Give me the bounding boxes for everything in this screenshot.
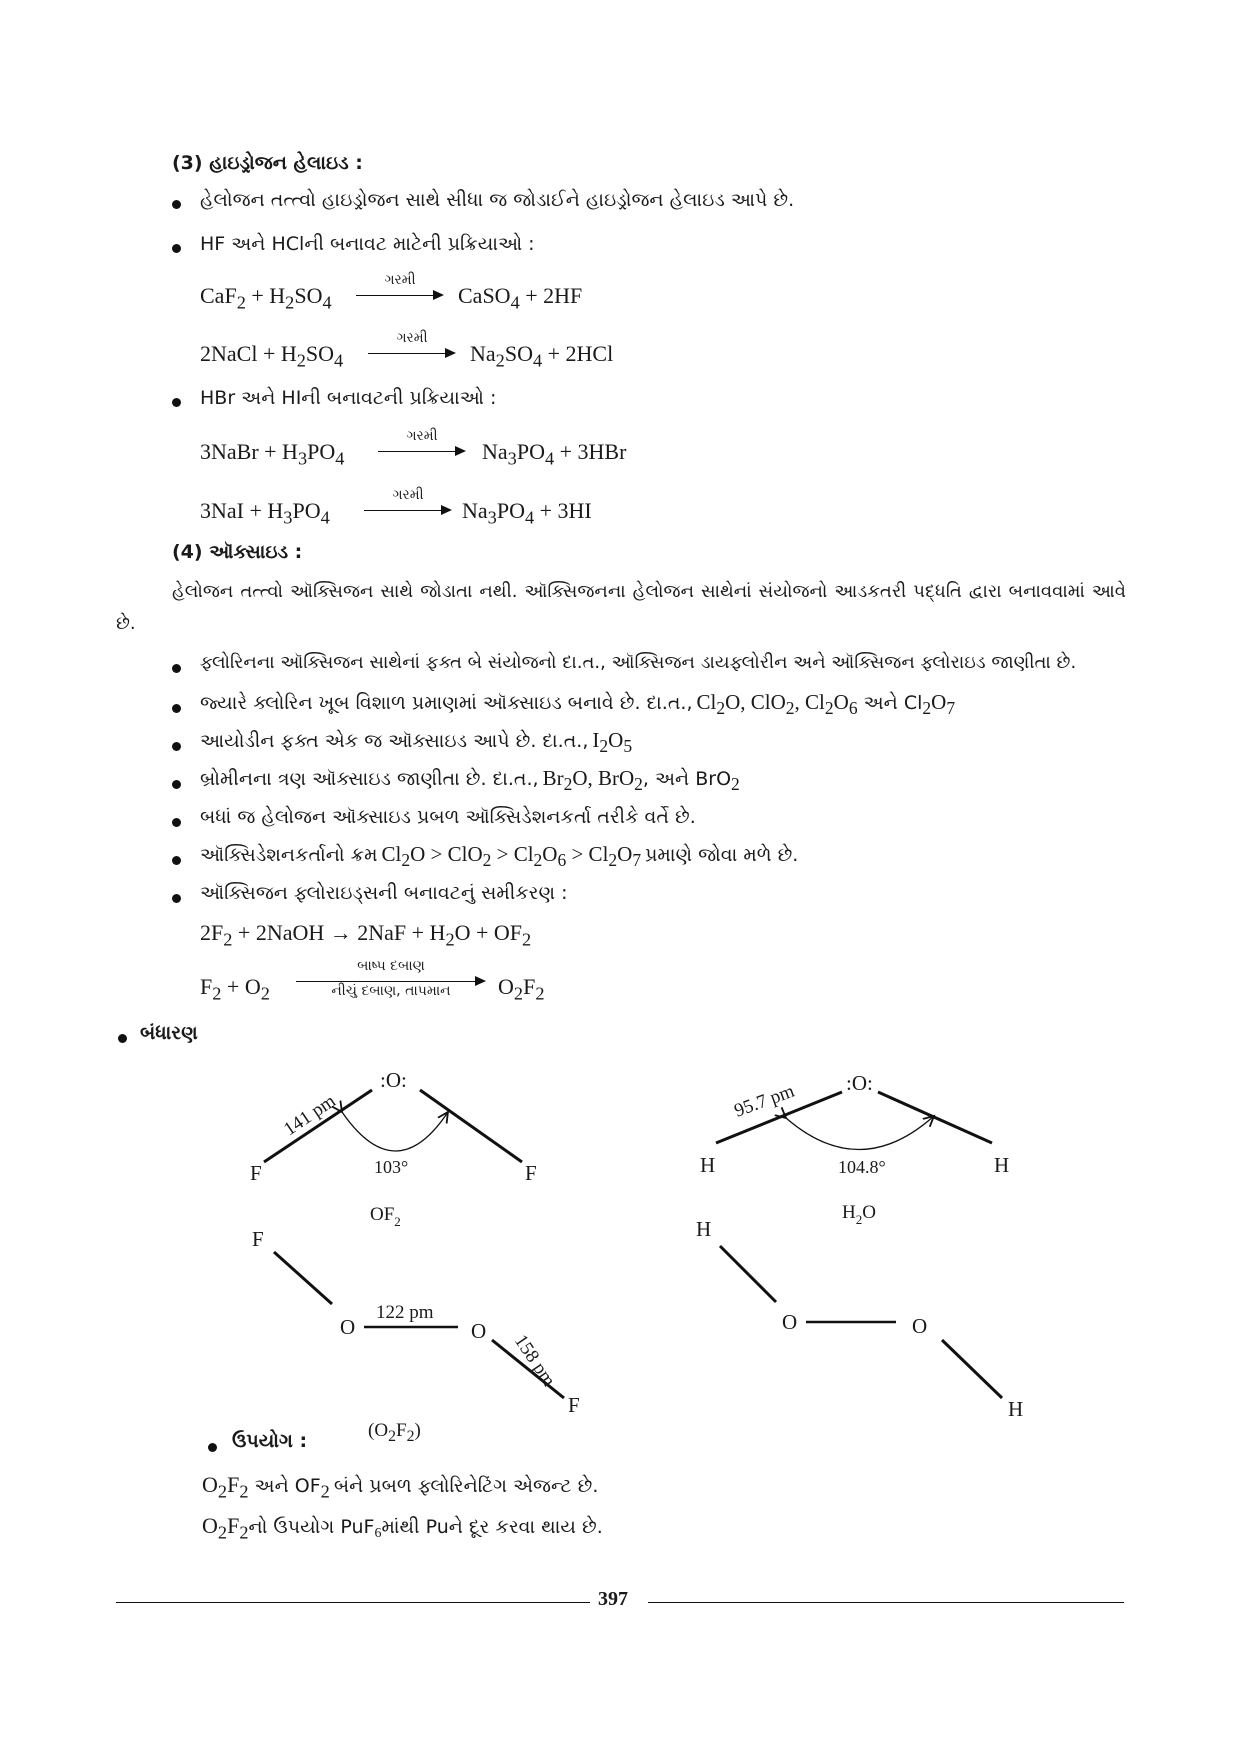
bullet-text: HF અને HClની બનાવટ માટેની પ્રક્રિયાઓ :: [200, 233, 535, 255]
of2-bond-right: [420, 1090, 522, 1162]
section-heading-oxides: (4) ઑક્સાઇડ :: [172, 541, 303, 563]
equation-o2f2-preparation: $F_2 + O_2$: [200, 974, 270, 1004]
of2-name: $OF_2$: [370, 1204, 401, 1229]
h2o2-molecule: [696, 1217, 1023, 1421]
uses-heading: ઉપયોગ :: [232, 1430, 308, 1452]
of2-molecule: [250, 1068, 537, 1229]
o2f2-molecule: [252, 1227, 580, 1417]
reaction-arrow: ગરમી: [356, 276, 444, 300]
footer-rule-left: [116, 1602, 590, 1603]
o2f2-bond-fo: [274, 1252, 332, 1304]
reaction-arrow: બાષ્પ દબાણ નીચું દબાણ, તાપમાન: [296, 958, 486, 1008]
o2f2-fluorine-2: F: [568, 1393, 580, 1417]
h2o2-oxygen-1: O: [782, 1310, 798, 1334]
bullet-text: HBr અને HIની બનાવટની પ્રક્રિયાઓ :: [200, 387, 497, 409]
h2o2-bond-ho: [720, 1246, 776, 1302]
bullet-text: બ્રોમીનના ત્રણ ઑક્સાઇડ જાણીતા છે. દા.ત., $Br_2O$, BrO$_2$, અને BrO$_2$: [200, 766, 740, 795]
uses-formula-note: $(O_2F_2)$: [368, 1420, 421, 1445]
section-heading-hydrogen-halide: (3) હાઇડ્રોજન હેલાઇડ :: [172, 152, 363, 174]
of2-oxygen: :O:: [380, 1068, 407, 1092]
bullet-text: જ્યારે ક્લોરિન ખૂબ વિશાળ પ્રમાણમાં ઑક્સાઇડ બનાવે છે. દા.ત., $Cl_2O$, ClO$_2$, $Cl_2O_6$ અને $Cl_2O_7$: [200, 690, 956, 719]
of2-fluorine-left: F: [250, 1161, 262, 1185]
equation-product: $O_2F_2$: [498, 974, 545, 1004]
h2o-name: $H_2O$: [842, 1202, 876, 1227]
equation-product: $Na_3PO_4 + 3HI$: [462, 498, 592, 528]
equation-nai: $3NaI + H_3PO_4$: [200, 498, 330, 528]
reaction-arrow: ગરમી: [378, 432, 466, 456]
o2f2-of-length: 158 pm: [509, 1331, 560, 1391]
of2-angle-arc: [342, 1112, 448, 1151]
bullet-text: ઑક્સિડેશનકર્તાનો ક્રમ $Cl_2O > ClO_2 > Cl_2O_6 > Cl_2O_7$ પ્રમાણે જોવા મળે છે.: [200, 842, 799, 871]
reaction-arrow: ગરમી: [364, 491, 452, 515]
oxides-paragraph: હેલોજન તત્ત્વો ઑક્સિજન સાથે જોડાતા નથી. ઑક્સિજનના હેલોજન સાથેનાં સંયોજનો આડકતરી પદ્ધતિ દ્વારા બનાવવામાં આવે છે.: [116, 581, 1126, 634]
equation-product: CaSO$_4$ + 2HF: [458, 283, 583, 313]
bullet-text: હેલોજન તત્ત્વો હાઇડ્રોજન સાથે સીધા જ જોડાઈને હાઇડ્રોજન હેલાઇડ આપે છે.: [200, 189, 795, 211]
bullet-text: આયોડીન ફક્ત એક જ ઑક્સાઇડ આપે છે. દા.ત., $I_2O_5$: [200, 728, 633, 757]
uses-line-2: $O_2F_2નો$ ઉપયોગ PuF$_6$માંથી Puને દૂર કરવા થાય છે.: [202, 1513, 603, 1543]
footer-rule-right: [648, 1602, 1124, 1603]
structure-heading: બંધારણ: [140, 1022, 198, 1044]
o2f2-oxygen-2: O: [471, 1319, 487, 1343]
h2o-angle-arc: [786, 1116, 934, 1150]
h2o-hydrogen-left: H: [700, 1153, 716, 1177]
h2o2-oxygen-2: O: [912, 1314, 928, 1338]
h2o-molecule: [700, 1071, 1009, 1227]
bullet-icon: [208, 1443, 217, 1452]
h2o2-hydrogen-1: H: [696, 1217, 712, 1241]
h2o-bond-angle: 104.8°: [838, 1157, 886, 1177]
bullet-text: ફ્લોરિનના ઑક્સિજન સાથેનાં ફક્ત બે સંયોજનો દા.ત., ઑક્સિજન ડાયફ્લોરીન અને ઑક્સિજન ફ્લોરાઇડ જાણીતા છે.: [200, 652, 1077, 673]
equation-nabr: 3NaBr + $H_3PO_4$: [200, 439, 345, 469]
equation-caf2: $CaF_2 + H_2SO_4$: [200, 283, 332, 313]
h2o2-bond-oh: [942, 1340, 1002, 1398]
of2-bond-angle: 103°: [374, 1157, 409, 1177]
equation-of2-preparation: $2F_2$ + 2NaOH → $2NaF + H_2O + OF_2$: [200, 920, 532, 950]
o2f2-fluorine-1: F: [252, 1227, 264, 1251]
h2o-oxygen: :O:: [846, 1071, 873, 1095]
page-number: 397: [598, 1588, 628, 1610]
bullet-text: બધાં જ હેલોજન ઑક્સાઇડ પ્રબળ ઑક્સિડેશનકર્તા તરીકે વર્તે છે.: [200, 806, 696, 828]
equation-product: $Na_3PO_4 + 3HBr$: [482, 439, 627, 469]
bullet-text: ઑક્સિજન ફ્લોરાઇડ્સની બનાવટનું સમીકરણ :: [200, 882, 568, 904]
h2o-bond-length: 95.7 pm: [731, 1080, 798, 1122]
h2o2-hydrogen-2: H: [1008, 1397, 1024, 1421]
uses-line-1: $O_2F_2$ અને $OF_2$ બંને પ્રબળ ફ્લોરિનેટિંગ એજન્ટ છે.: [202, 1472, 599, 1502]
of2-bond-length: 141 pm: [280, 1090, 340, 1141]
equation-nacl: 2NaCl + $H_2SO_4$: [200, 341, 344, 371]
of2-fluorine-right: F: [525, 1161, 537, 1185]
reaction-arrow: ગરમી: [368, 334, 456, 358]
o2f2-oxygen-1: O: [340, 1315, 356, 1339]
o2f2-oo-length: 122 pm: [376, 1302, 434, 1323]
h2o-hydrogen-right: H: [994, 1153, 1010, 1177]
h2o-bond-right: [878, 1092, 992, 1143]
equation-product: $Na_2SO_4 + 2HCl$: [470, 341, 614, 371]
